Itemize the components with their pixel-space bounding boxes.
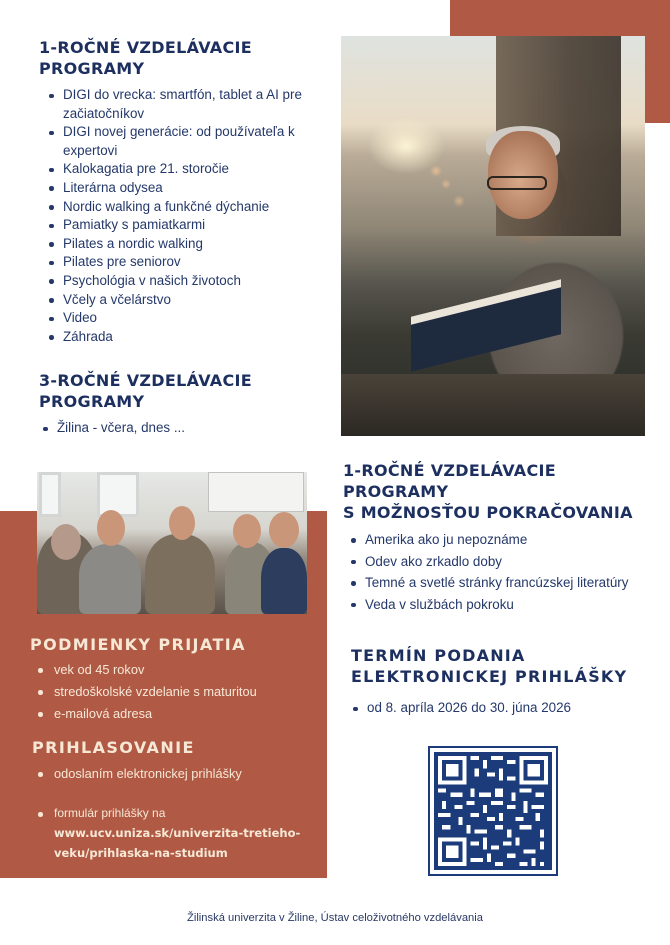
title-line: S MOŽNOSŤOU POKRAČOVANIA bbox=[343, 503, 633, 522]
form-label: formulár prihlášky na bbox=[54, 806, 166, 820]
title-line: ELEKTRONICKEJ PRIHLÁŠKY bbox=[351, 667, 628, 686]
deadline-list bbox=[343, 699, 661, 718]
qr-code[interactable] bbox=[428, 746, 558, 876]
deadline-section bbox=[351, 645, 661, 718]
photo-window bbox=[39, 472, 61, 517]
photo-face bbox=[169, 506, 195, 540]
program-item: DIGI novej generácie: od používateľa k expertovi bbox=[39, 123, 329, 160]
program-item: Nordic walking a funkčné dýchanie bbox=[39, 198, 329, 217]
one-year-programs-title bbox=[39, 37, 329, 79]
footer-institution: Žilinská univerzita v Žiline, Ústav celoživotného vzdelávania bbox=[187, 912, 483, 924]
photo-person bbox=[145, 534, 215, 614]
registration-list bbox=[30, 763, 322, 785]
footer bbox=[0, 908, 670, 926]
one-year-programs-list bbox=[39, 86, 329, 346]
registration-title: PRIHLASOVANIE bbox=[32, 738, 195, 757]
condition-item: e-mailová adresa bbox=[30, 703, 320, 725]
qr-code-icon bbox=[434, 752, 552, 870]
photo-whiteboard bbox=[208, 472, 304, 512]
form-url-line[interactable]: www.ucv.uniza.sk/univerzita-tretieho- bbox=[54, 826, 301, 840]
registration-section bbox=[32, 738, 322, 785]
deadline-title bbox=[351, 645, 661, 687]
program-item: Žilina - včera, dnes ... bbox=[33, 419, 329, 438]
deadline-dates: od 8. apríla 2026 do 30. júna 2026 bbox=[343, 699, 661, 718]
program-item: Pamiatky s pamiatkarmi bbox=[39, 216, 329, 235]
form-link-block bbox=[30, 803, 320, 863]
condition-item: stredoškolské vzdelanie s maturitou bbox=[30, 681, 320, 703]
program-item: Temné a svetlé stránky francúzskej literatúry bbox=[341, 572, 663, 594]
admission-conditions-title: PODMIENKY PRIJATIA bbox=[30, 635, 246, 654]
program-item: Veda v službách pokroku bbox=[341, 594, 663, 616]
photo-face bbox=[97, 510, 125, 546]
admission-conditions-list bbox=[30, 659, 320, 725]
photo-face bbox=[51, 524, 81, 560]
photo-book bbox=[411, 279, 561, 371]
three-year-programs-title bbox=[39, 370, 329, 412]
form-link-list bbox=[30, 803, 320, 863]
photo-table bbox=[341, 374, 645, 436]
photo-head bbox=[488, 131, 558, 219]
photo-face bbox=[233, 514, 261, 548]
program-item: Kalokagatia pre 21. storočie bbox=[39, 160, 329, 179]
title-line: PROGRAMY bbox=[39, 59, 145, 78]
continuation-programs-list bbox=[341, 529, 663, 615]
form-url-line[interactable]: veku/prihlaska-na-studium bbox=[54, 846, 228, 860]
title-line: PROGRAMY bbox=[39, 392, 145, 411]
program-item: DIGI do vrecka: smartfón, tablet a AI pre začiatočníkov bbox=[39, 86, 329, 123]
admission-conditions-section bbox=[30, 635, 320, 725]
class-photo-seniors-discussion bbox=[37, 472, 307, 614]
program-item: Literárna odysea bbox=[39, 179, 329, 198]
program-item: Pilates pre seniorov bbox=[39, 253, 329, 272]
photo-window bbox=[97, 472, 139, 517]
condition-item: vek od 45 rokov bbox=[30, 659, 320, 681]
program-item: Pilates a nordic walking bbox=[39, 235, 329, 254]
title-line: PROGRAMY bbox=[343, 482, 449, 501]
continuation-programs-section bbox=[343, 460, 663, 615]
title-line: 3-ROČNÉ VZDELÁVACIE bbox=[39, 371, 253, 390]
three-year-programs-list bbox=[33, 419, 329, 438]
program-item: Odev ako zrkadlo doby bbox=[341, 551, 663, 573]
photo-person bbox=[261, 548, 307, 614]
photo-person bbox=[79, 544, 141, 614]
three-year-programs-section bbox=[39, 370, 329, 438]
one-year-programs-section bbox=[39, 37, 329, 346]
program-item: Včely a včelárstvo bbox=[39, 291, 329, 310]
title-line: 1-ROČNÉ VZDELÁVACIE bbox=[343, 461, 557, 480]
hero-photo-senior-reading bbox=[341, 36, 645, 436]
program-item: Amerika ako ju nepoznáme bbox=[341, 529, 663, 551]
program-item: Záhrada bbox=[39, 328, 329, 347]
photo-glasses bbox=[487, 176, 547, 190]
program-item: Video bbox=[39, 309, 329, 328]
form-link-item bbox=[30, 803, 320, 863]
title-line: TERMÍN PODANIA bbox=[351, 646, 526, 665]
program-item: Psychológia v našich životoch bbox=[39, 272, 329, 291]
title-line: 1-ROČNÉ VZDELÁVACIE bbox=[39, 38, 253, 57]
photo-face bbox=[269, 512, 299, 548]
continuation-programs-title bbox=[343, 460, 663, 523]
registration-item: odoslaním elektronickej prihlášky bbox=[30, 763, 322, 785]
